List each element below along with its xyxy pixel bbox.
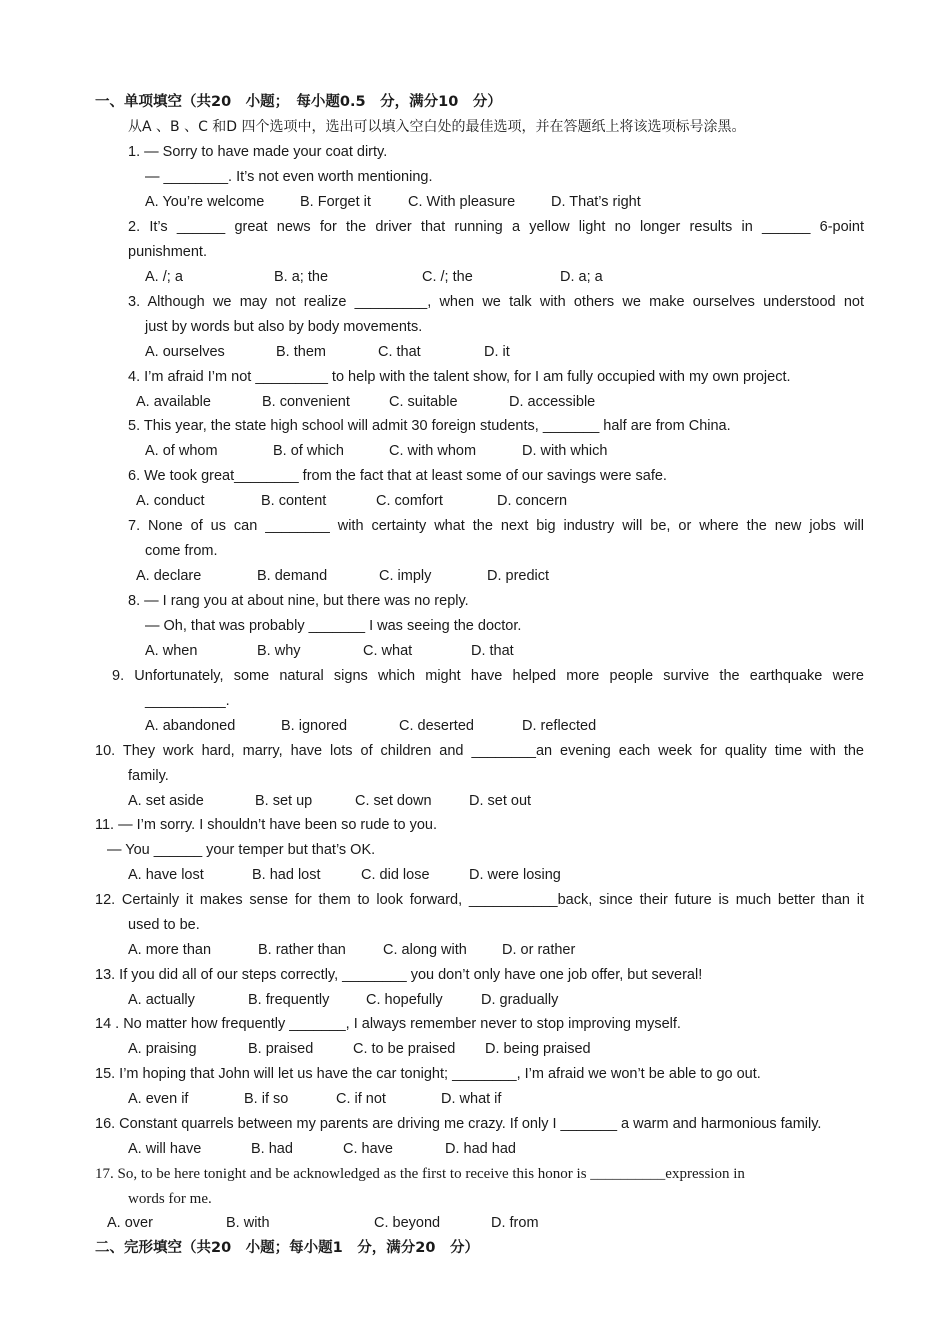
q6-option-d[interactable]: D. concern [497, 493, 568, 509]
q12-option-d[interactable]: D. or rather [502, 942, 576, 958]
section1-title: 一、单项填空（共20 小题； 每小题0.5 分，满分10 分） [95, 94, 502, 110]
question-3-stem: 3. Although we may not realize _________, when we talk with others we make ourselves understood not [128, 294, 864, 310]
q11-option-a[interactable]: A. have lost [128, 867, 204, 883]
q8-option-d[interactable]: D. that [471, 643, 514, 659]
question-14-stem: 14 . No matter how frequently _______, I always remember never to stop improving myself. [95, 1016, 681, 1032]
question-8-reply: — Oh, that was probably _______ I was seeing the doctor. [145, 618, 522, 634]
q15-option-b[interactable]: B. if so [244, 1091, 289, 1107]
q9-option-a[interactable]: A. abandoned [145, 718, 236, 734]
question-2-stem-cont: punishment. [128, 244, 207, 260]
question-1-reply: — ________. It’s not even worth mentioning. [145, 169, 433, 185]
question-9-stem-cont: __________. [145, 693, 230, 709]
q13-option-d[interactable]: D. gradually [481, 992, 559, 1008]
q2-option-d[interactable]: D. a; a [560, 269, 603, 285]
q16-option-d[interactable]: D. had had [445, 1141, 516, 1157]
q16-option-a[interactable]: A. will have [128, 1141, 202, 1157]
q5-option-c[interactable]: C. with whom [389, 443, 477, 459]
question-17-stem: 17. So, to be here tonight and be acknowledged as the first to receive this honor is __________expression in [95, 1166, 745, 1182]
q7-option-a[interactable]: A. declare [136, 568, 202, 584]
q6-option-c[interactable]: C. comfort [376, 493, 443, 509]
q17-option-b[interactable]: B. with [226, 1215, 270, 1231]
q1-option-a[interactable]: A. You’re welcome [145, 194, 265, 210]
question-13-stem: 13. If you did all of our steps correctly, ________ you don’t only have one job offer, but several! [95, 967, 703, 983]
q17-option-a[interactable]: A. over [107, 1215, 153, 1231]
question-5-stem: 5. This year, the state high school will admit 30 foreign students, _______ half are from China. [128, 418, 731, 434]
q16-option-c[interactable]: C. have [343, 1141, 393, 1157]
question-11-stem: 11. — I’m sorry. I shouldn’t have been so rude to you. [95, 817, 438, 833]
q17-option-c[interactable]: C. beyond [374, 1215, 441, 1231]
question-2-stem: 2. It’s ______ great news for the driver that running a yellow light no longer results in ______ 6-point [128, 219, 864, 235]
question-16-stem: 16. Constant quarrels between my parents are driving me crazy. If only I _______ a warm and harmonious family. [95, 1116, 822, 1132]
q4-option-a[interactable]: A. available [136, 394, 211, 410]
q3-option-d[interactable]: D. it [484, 344, 510, 360]
q11-option-d[interactable]: D. were losing [469, 867, 561, 883]
q6-option-a[interactable]: A. conduct [136, 493, 205, 509]
q6-option-b[interactable]: B. content [261, 493, 327, 509]
q11-option-b[interactable]: B. had lost [252, 867, 321, 883]
q2-option-b[interactable]: B. a; the [274, 269, 329, 285]
q1-option-c[interactable]: C. With pleasure [408, 194, 516, 210]
q14-option-a[interactable]: A. praising [128, 1041, 197, 1057]
q8-option-c[interactable]: C. what [363, 643, 413, 659]
q7-option-b[interactable]: B. demand [257, 568, 328, 584]
question-11-reply: — You ______ your temper but that’s OK. [107, 842, 376, 858]
q14-option-b[interactable]: B. praised [248, 1041, 314, 1057]
question-7-stem: 7. None of us can ________ with certainty what the next big industry will be, or where the new jobs will [128, 518, 864, 534]
q4-option-d[interactable]: D. accessible [509, 394, 596, 410]
q9-option-c[interactable]: C. deserted [399, 718, 474, 734]
q12-option-a[interactable]: A. more than [128, 942, 212, 958]
q5-option-b[interactable]: B. of which [273, 443, 344, 459]
q13-option-b[interactable]: B. frequently [248, 992, 330, 1008]
question-10-stem: 10. They work hard, marry, have lots of children and ________an evening each week for quality time with the [95, 743, 864, 759]
question-15-stem: 15. I’m hoping that John will let us have the car tonight; ________, I’m afraid we won’t be able to go out. [95, 1066, 761, 1082]
q7-option-d[interactable]: D. predict [487, 568, 550, 584]
q5-option-a[interactable]: A. of whom [145, 443, 218, 459]
question-12-stem-cont: used to be. [128, 917, 200, 933]
q12-option-c[interactable]: C. along with [383, 942, 467, 958]
q4-option-c[interactable]: C. suitable [389, 394, 458, 410]
question-7-stem-cont: come from. [145, 543, 218, 559]
question-9-stem: 9. Unfortunately, some natural signs which might have helped more people survive the earthquake were [112, 668, 864, 684]
q9-option-d[interactable]: D. reflected [522, 718, 597, 734]
question-4-stem: 4. I’m afraid I’m not _________ to help with the talent show, for I am fully occupied with my own project. [128, 369, 791, 385]
q2-option-a[interactable]: A. /; a [145, 269, 183, 285]
section2-title: 二、完形填空（共20 小题；每小题1 分，满分20 分） [95, 1240, 479, 1256]
q7-option-c[interactable]: C. imply [379, 568, 432, 584]
q3-option-b[interactable]: B. them [276, 344, 326, 360]
q14-option-c[interactable]: C. to be praised [353, 1041, 456, 1057]
section1-instruction: 从A 、B 、C 和D 四个选项中，选出可以填入空白处的最佳选项，并在答题纸上将该选项标号涂黑。 [128, 119, 746, 135]
q1-option-b[interactable]: B. Forget it [300, 194, 371, 210]
q3-option-a[interactable]: A. ourselves [145, 344, 225, 360]
q17-option-d[interactable]: D. from [491, 1215, 539, 1231]
q3-option-c[interactable]: C. that [378, 344, 421, 360]
question-8-stem: 8. — I rang you at about nine, but there was no reply. [128, 593, 469, 609]
q15-option-c[interactable]: C. if not [336, 1091, 386, 1107]
q9-option-b[interactable]: B. ignored [281, 718, 348, 734]
q15-option-a[interactable]: A. even if [128, 1091, 189, 1107]
q8-option-a[interactable]: A. when [145, 643, 198, 659]
question-6-stem: 6. We took great________ from the fact that at least some of our savings were safe. [128, 468, 667, 484]
q10-option-c[interactable]: C. set down [355, 793, 432, 809]
question-17-stem-cont: words for me. [128, 1191, 212, 1207]
q10-option-b[interactable]: B. set up [255, 793, 313, 809]
question-3-stem-cont: just by words but also by body movements. [145, 319, 423, 335]
question-10-stem-cont: family. [128, 768, 169, 784]
q15-option-d[interactable]: D. what if [441, 1091, 502, 1107]
q10-option-a[interactable]: A. set aside [128, 793, 204, 809]
q2-option-c[interactable]: C. /; the [422, 269, 473, 285]
q4-option-b[interactable]: B. convenient [262, 394, 350, 410]
q14-option-d[interactable]: D. being praised [485, 1041, 591, 1057]
question-12-stem: 12. Certainly it makes sense for them to look forward, ___________back, since their future is much better than it [95, 892, 864, 908]
q16-option-b[interactable]: B. had [251, 1141, 293, 1157]
q13-option-c[interactable]: C. hopefully [366, 992, 443, 1008]
question-1-stem: 1. — Sorry to have made your coat dirty. [128, 144, 388, 160]
q13-option-a[interactable]: A. actually [128, 992, 195, 1008]
q10-option-d[interactable]: D. set out [469, 793, 532, 809]
q11-option-c[interactable]: C. did lose [361, 867, 430, 883]
q1-option-d[interactable]: D. That’s right [551, 194, 641, 210]
q8-option-b[interactable]: B. why [257, 643, 301, 659]
q5-option-d[interactable]: D. with which [522, 443, 608, 459]
q12-option-b[interactable]: B. rather than [258, 942, 346, 958]
